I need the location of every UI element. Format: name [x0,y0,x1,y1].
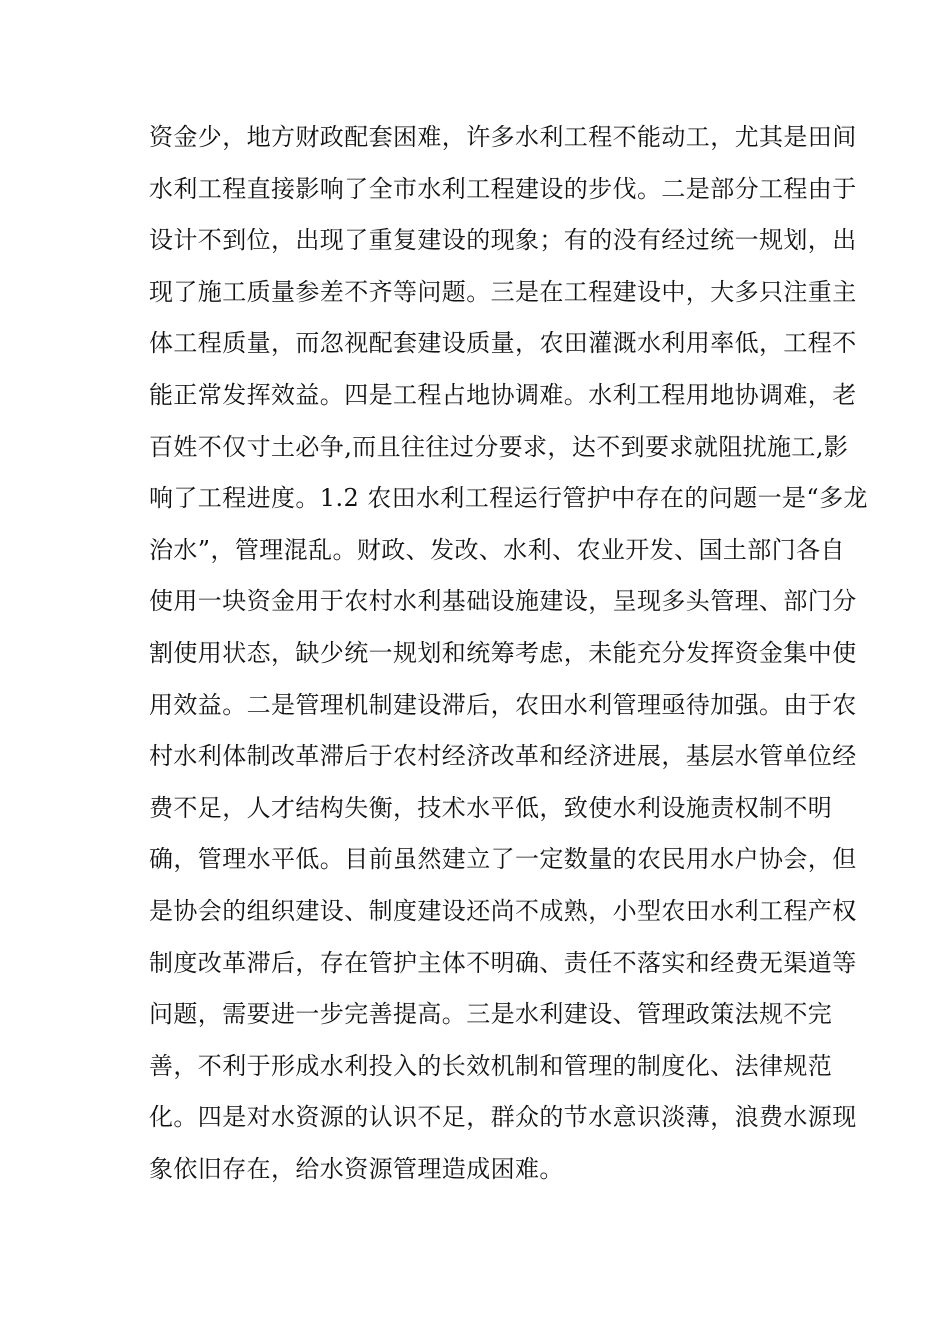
text-line: 使用一块资金用于农村水利基础设施建设，呈现多头管理、部门分 [149,587,857,616]
text-line: 用效益。二是管理机制建设滞后，农田水利管理亟待加强。由于农 [149,690,857,719]
text-line: 确，管理水平低。目前虽然建立了一定数量的农民用水户协会，但 [149,845,857,874]
body-paragraph [149,112,868,1195]
text-line: 问题，需要进一步完善提高。三是水利建设、管理政策法规不完 [149,1000,833,1029]
text-line: 村水利体制改革滞后于农村经济改革和经济进展，基层水管单位经 [149,742,857,771]
text-line: 体工程质量，而忽视配套建设质量，农田灌溉水利用率低，工程不 [149,329,857,358]
text-line: 象依旧存在，给水资源管理造成困难。 [149,1154,564,1183]
text-line: 水利工程直接影响了全市水利工程建设的步伐。二是部分工程由于 [149,174,857,203]
text-line: 能正常发挥效益。四是工程占地协调难。水利工程用地协调难，老 [149,380,857,409]
text-line: 百姓不仅寸土必争,而且往往过分要求，达不到要求就阻扰施工,影 [149,432,849,461]
text-line: 化。四是对水资源的认识不足，群众的节水意识淡薄，浪费水源现 [149,1103,857,1132]
text-line: 资金少，地方财政配套困难，许多水利工程不能动工，尤其是田间 [149,123,857,151]
text-line: 治水”，管理混乱。财政、发改、水利、农业开发、国土部门各自 [149,535,845,564]
text-line: 费不足，人才结构失衡，技术水平低，致使水利设施责权制不明 [149,793,833,822]
text-line: 制度改革滞后，存在管护主体不明确、责任不落实和经费无渠道等 [149,948,857,977]
text-line: 割使用状态，缺少统一规划和统筹考虑，未能充分发挥资金集中使 [149,638,857,667]
text-line: 设计不到位，出现了重复建设的现象；有的没有经过统一规划，出 [149,226,857,255]
text-line: 响了工程进度。1.2 农田水利工程运行管护中存在的问题一是“多龙 [149,484,868,513]
text-line: 善，不利于形成水利投入的长效机制和管理的制度化、法律规范 [149,1051,833,1080]
text-line: 现了施工质量参差不齐等问题。三是在工程建设中，大多只注重主 [149,277,857,306]
text-line: 是协会的组织建设、制度建设还尚不成熟，小型农田水利工程产权 [149,896,857,925]
